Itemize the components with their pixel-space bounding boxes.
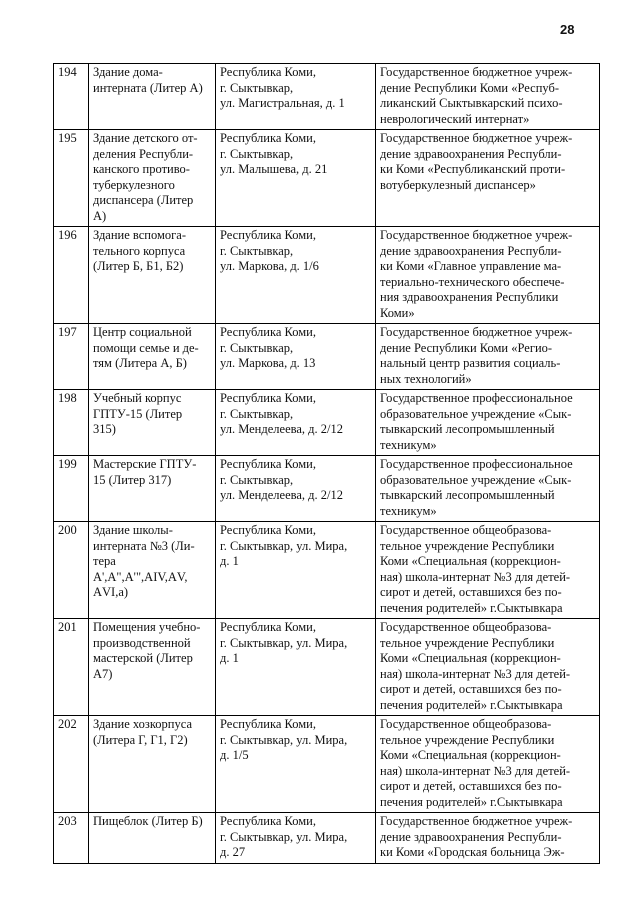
object-address: Республика Коми, г. Сыктывкар, ул. Магистральная, д. 1	[220, 65, 345, 110]
table-row	[54, 522, 600, 619]
holder-organization: Государственное бюджетное учреж- дение Республики Коми «Регио- нальный центр развития социаль- ных технологий»	[380, 325, 573, 386]
object-address: Республика Коми, г. Сыктывкар, ул. Малышева, д. 21	[220, 131, 328, 176]
object-address: Республика Коми, г. Сыктывкар, ул. Мира, д. 1	[220, 620, 348, 665]
row-number: 198	[54, 390, 89, 456]
row-number: 196	[54, 227, 89, 324]
holder-organization: Государственное бюджетное учреж- дение здравоохранения Республи- ки Коми «Городская больница Эж-	[380, 814, 573, 859]
row-number: 203	[54, 813, 89, 864]
property-registry-table	[53, 63, 600, 864]
row-number: 194	[54, 64, 89, 130]
holder-organization: Государственное общеобразова- тельное учреждение Республики Коми «Специальная (коррекцион- ная) школа-интернат №3 для детей- сирот и детей, оставшихся без по- печения родителей» г.Сыктывкара	[380, 523, 571, 615]
row-number: 200	[54, 522, 89, 619]
object-address: Республика Коми, г. Сыктывкар, ул. Мира, д. 1/5	[220, 717, 348, 762]
object-address: Республика Коми, г. Сыктывкар, ул. Менделеева, д. 2/12	[220, 457, 343, 502]
object-address: Республика Коми, г. Сыктывкар, ул. Менделеева, д. 2/12	[220, 391, 343, 436]
row-number: 199	[54, 456, 89, 522]
table-row	[54, 130, 600, 227]
object-name: Здание детского от- деления Республи- канского противо- туберкулезного диспансера (Литер А)	[93, 131, 198, 223]
table-row	[54, 456, 600, 522]
object-address: Республика Коми, г. Сыктывкар, ул. Мира, д. 27	[220, 814, 348, 859]
object-name: Здание дома- интерната (Литер А)	[93, 65, 203, 95]
object-name: Здание вспомога- тельного корпуса (Литер Б, Б1, Б2)	[93, 228, 186, 273]
object-address: Республика Коми, г. Сыктывкар, ул. Мира, д. 1	[220, 523, 348, 568]
object-address: Республика Коми, г. Сыктывкар, ул. Маркова, д. 1/6	[220, 228, 319, 273]
holder-organization: Государственное профессиональное образовательное учреждение «Сык- тывкарский лесопромышленный техникум»	[380, 391, 573, 452]
table-row	[54, 390, 600, 456]
holder-organization: Государственное общеобразова- тельное учреждение Республики Коми «Специальная (коррекцион- ная) школа-интернат №3 для детей- сирот и детей, оставшихся без по- печения родителей» г.Сыктывкара	[380, 717, 571, 809]
table-row	[54, 227, 600, 324]
holder-organization: Государственное общеобразова- тельное учреждение Республики Коми «Специальная (коррекцион- ная) школа-интернат №3 для детей- сирот и детей, оставшихся без по- печения родителей» г.Сыктывкара	[380, 620, 571, 712]
holder-organization: Государственное бюджетное учреж- дение здравоохранения Республи- ки Коми «Главное управление ма- териально-технического обеспече- ния здравоохранения Республики Коми»	[380, 228, 573, 320]
object-address: Республика Коми, г. Сыктывкар, ул. Маркова, д. 13	[220, 325, 316, 370]
row-number: 202	[54, 716, 89, 813]
row-number: 201	[54, 619, 89, 716]
holder-organization: Государственное бюджетное учреж- дение Республики Коми «Респуб- ликанский Сыктывкарский психо- неврологический интернат»	[380, 65, 573, 126]
row-number: 197	[54, 324, 89, 390]
object-name: Пищеблок (Литер Б)	[93, 814, 203, 828]
holder-organization: Государственное профессиональное образовательное учреждение «Сык- тывкарский лесопромышленный техникум»	[380, 457, 573, 518]
table-row	[54, 813, 600, 864]
table-row	[54, 64, 600, 130]
holder-organization: Государственное бюджетное учреж- дение здравоохранения Республи- ки Коми «Республиканский проти- вотуберкулезный диспансер»	[380, 131, 573, 192]
table-row	[54, 619, 600, 716]
row-number: 195	[54, 130, 89, 227]
object-name: Центр социальной помощи семье и де- тям (Литера А, Б)	[93, 325, 199, 370]
object-name: Мастерские ГПТУ- 15 (Литер 317)	[93, 457, 197, 487]
table-row	[54, 716, 600, 813]
object-name: Учебный корпус ГПТУ-15 (Литер 315)	[93, 391, 183, 436]
object-name: Здание школы- интерната №3 (Ли- тера А',А",А'",АIV,АV, АVI,а)	[93, 523, 195, 599]
page-number: 28	[560, 22, 575, 37]
table-row	[54, 324, 600, 390]
object-name: Здание хозкорпуса (Литера Г, Г1, Г2)	[93, 717, 192, 747]
object-name: Помещения учебно- производственной мастерской (Литер А7)	[93, 620, 201, 681]
